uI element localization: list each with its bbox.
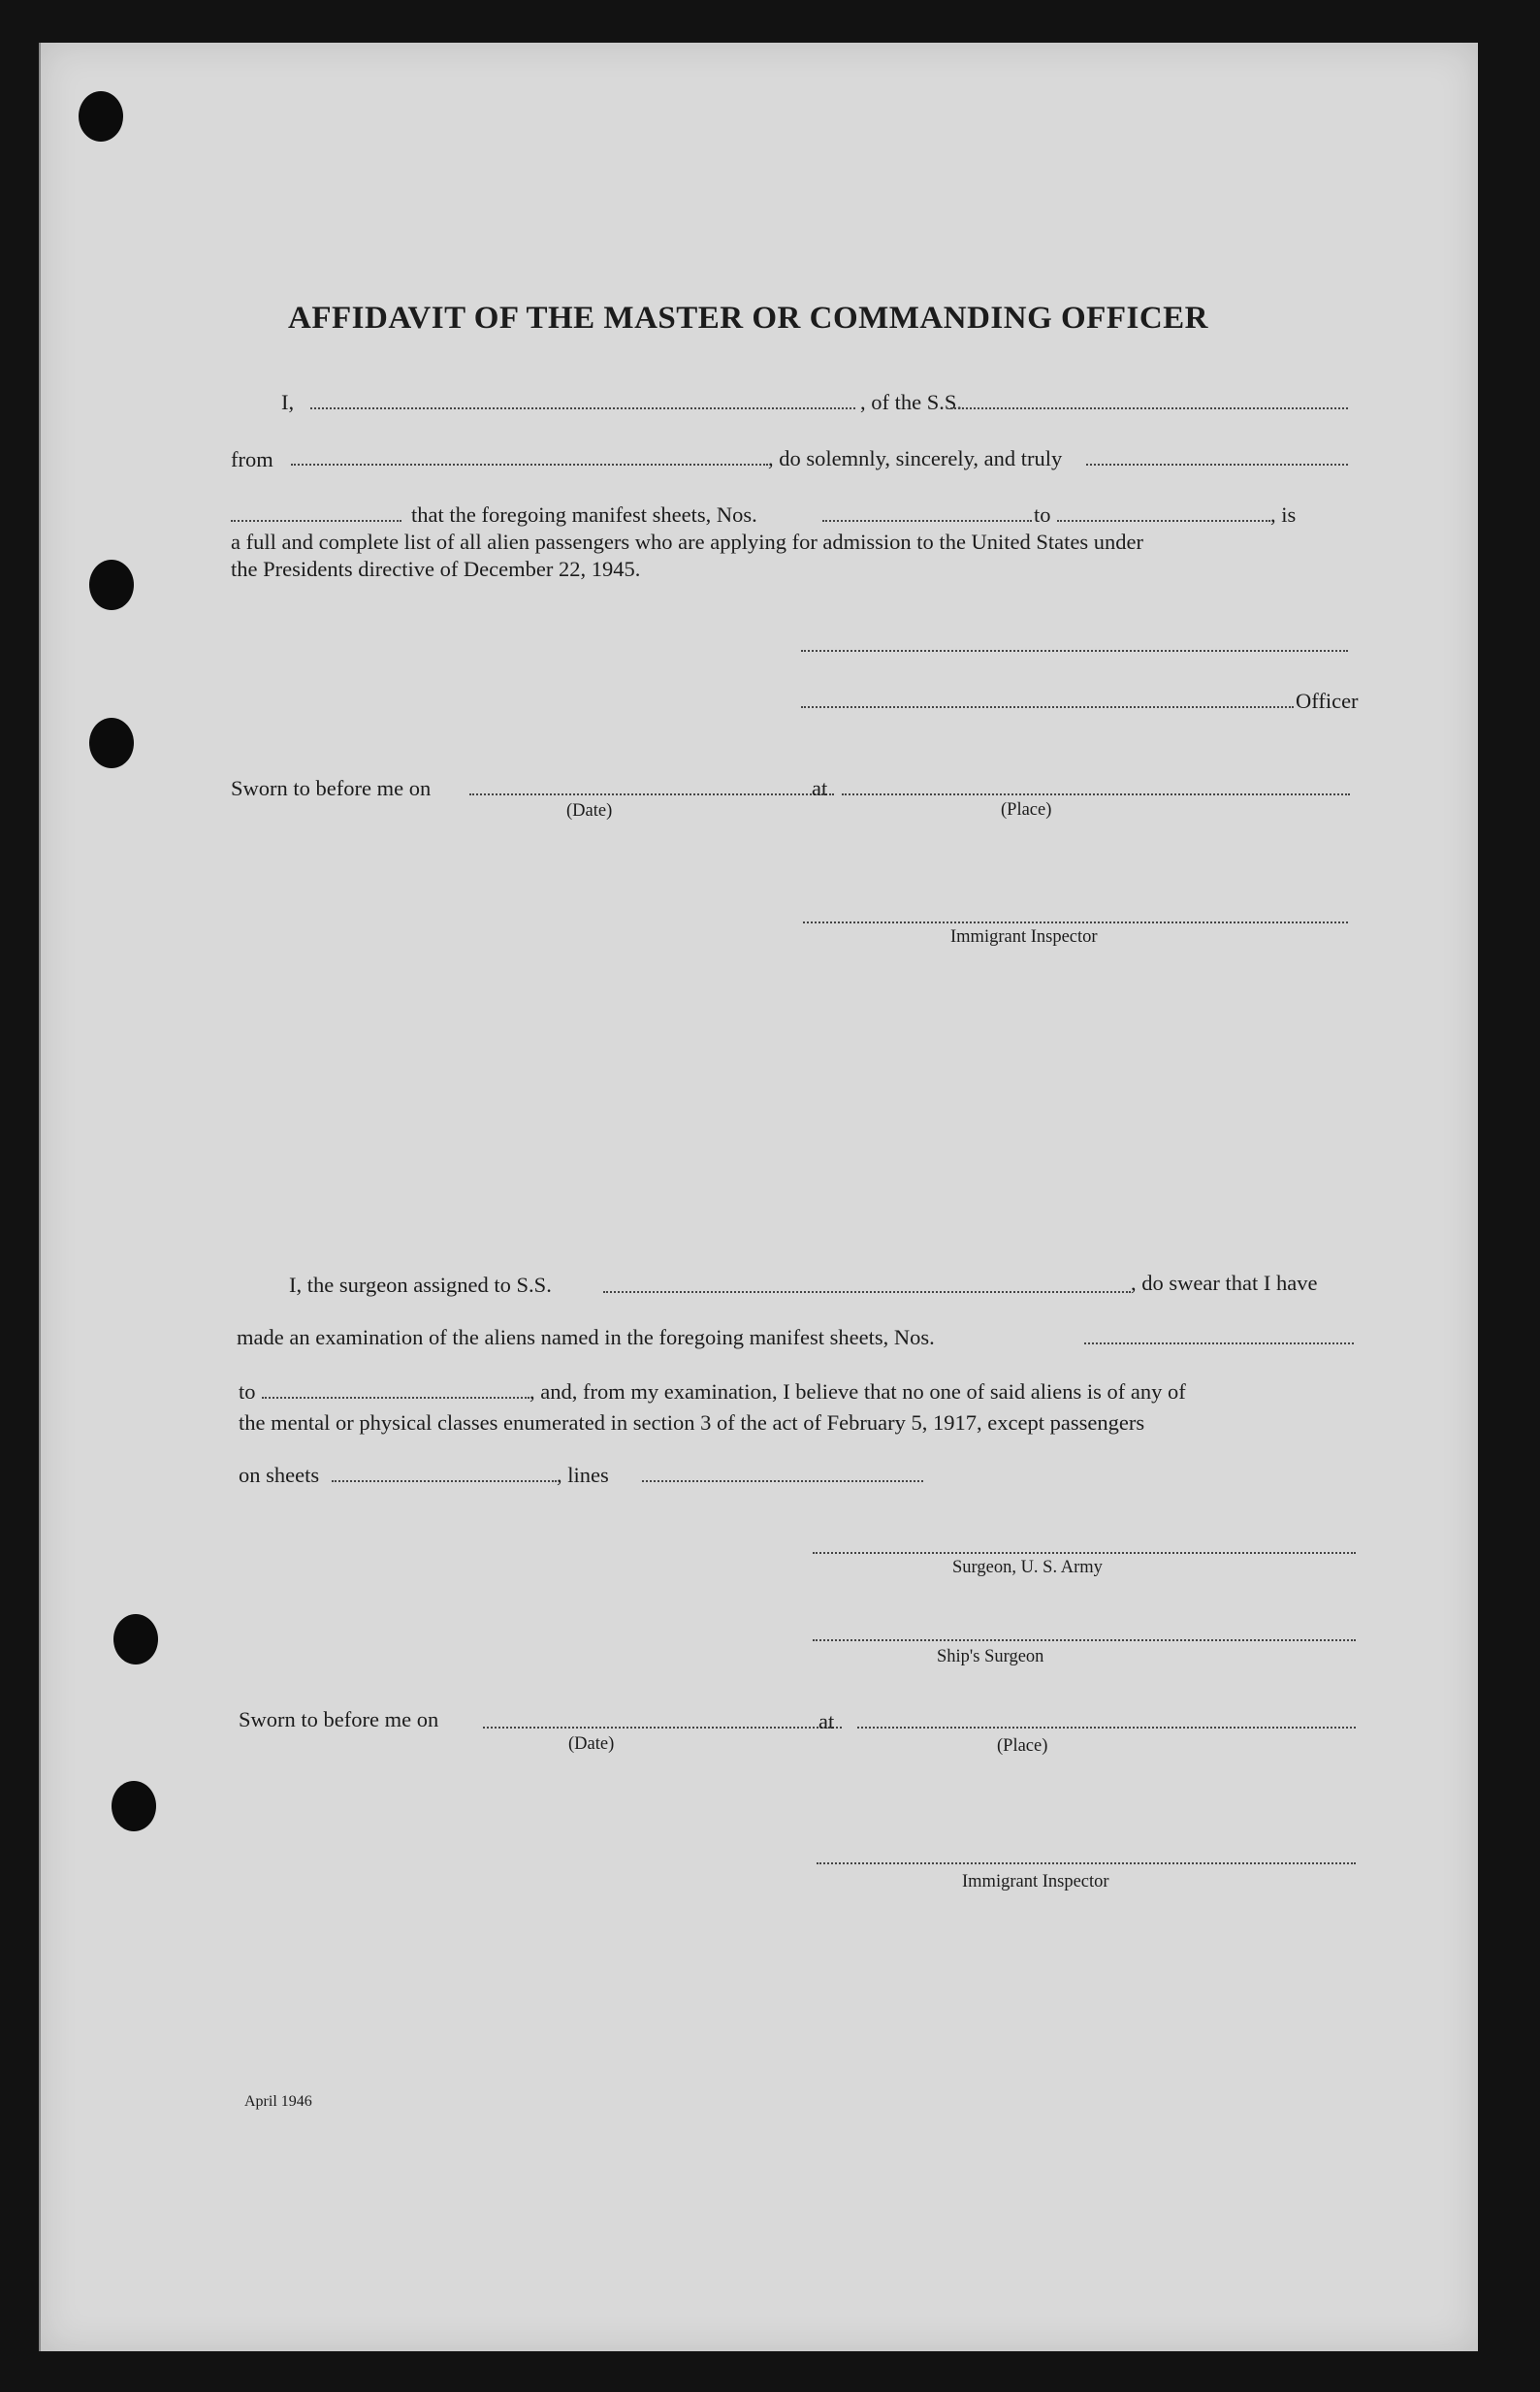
surgeon-to-label: to (239, 1379, 256, 1404)
surgeon-sworn-date-field[interactable] (483, 1727, 842, 1729)
punch-hole (89, 560, 134, 610)
master-oath-field[interactable] (1086, 464, 1348, 466)
form-date-footer: April 1946 (244, 2093, 312, 2110)
officer-label: Officer (1296, 689, 1359, 713)
master-place-caption: (Place) (1001, 800, 1052, 820)
form-page (39, 43, 1478, 2351)
master-statement-line: the Presidents directive of December 22, 1945. (231, 557, 641, 581)
master-sworn-place-field[interactable] (842, 793, 1350, 795)
master-swear-field[interactable] (231, 520, 401, 522)
master-ship-name-field[interactable] (950, 407, 1348, 409)
master-officer-field[interactable] (801, 706, 1294, 708)
master-from-field[interactable] (291, 464, 768, 466)
master-sworn-date-field[interactable] (469, 793, 834, 795)
surgeon-ship-field[interactable] (603, 1291, 1131, 1293)
surgeon-sworn-label: Sworn to before me on (239, 1707, 439, 1731)
master-of-ss-label: , of the S.S. (860, 390, 963, 414)
master-to-label: to (1034, 502, 1051, 527)
surgeon-except-lines-field[interactable] (642, 1480, 923, 1482)
surgeon-classes-line: the mental or physical classes enumerated in section 3 of the act of February 5, 1917, except passengers (239, 1410, 1145, 1435)
surgeon-inspector-signature-field[interactable] (817, 1862, 1356, 1864)
master-sheets-from-field[interactable] (822, 520, 1032, 522)
master-inspector-label: Immigrant Inspector (950, 927, 1098, 947)
master-date-caption: (Date) (566, 801, 613, 821)
master-sworn-label: Sworn to before me on (231, 776, 432, 800)
surgeon-except-sheets-field[interactable] (332, 1480, 557, 1482)
surgeon-lines-label: , lines (557, 1463, 609, 1487)
master-from-label: from (231, 447, 273, 471)
punch-hole (89, 718, 134, 768)
master-sheets-to-field[interactable] (1057, 520, 1270, 522)
ship-surgeon-label: Ship's Surgeon (937, 1647, 1044, 1666)
master-solemnly-label: , do solemnly, sincerely, and truly (768, 446, 1063, 470)
surgeon-place-caption: (Place) (997, 1736, 1048, 1756)
surgeon-sheets-to-field[interactable] (262, 1397, 529, 1399)
master-name-field[interactable] (310, 407, 855, 409)
surgeon-sworn-place-field[interactable] (857, 1727, 1356, 1729)
master-that-label: that the foregoing manifest sheets, Nos. (411, 502, 757, 527)
ship-surgeon-signature-field[interactable] (813, 1639, 1356, 1641)
master-is-label: , is (1270, 502, 1297, 527)
punch-hole (79, 91, 123, 142)
master-statement-line: a full and complete list of all alien passengers who are applying for admission to the United States under (231, 530, 1144, 554)
surgeon-inspector-label: Immigrant Inspector (962, 1872, 1109, 1891)
master-at-label: at (812, 776, 828, 800)
punch-hole (112, 1781, 156, 1831)
surgeon-at-label: at (818, 1709, 835, 1733)
surgeon-army-signature-field[interactable] (813, 1552, 1356, 1554)
master-inspector-signature-field[interactable] (803, 921, 1348, 923)
master-signature-field[interactable] (801, 650, 1348, 652)
surgeon-sheets-from-field[interactable] (1084, 1342, 1354, 1344)
master-i-label: I, (281, 390, 295, 414)
surgeon-assigned-label: I, the surgeon assigned to S.S. (289, 1273, 552, 1297)
surgeon-army-label: Surgeon, U. S. Army (952, 1558, 1103, 1577)
surgeon-swear-label: , do swear that I have (1131, 1271, 1318, 1295)
form-title: AFFIDAVIT OF THE MASTER OR COMMANDING OFFICER (288, 301, 1208, 336)
surgeon-examination-line: made an examination of the aliens named in the foregoing manifest sheets, Nos. (237, 1325, 935, 1349)
surgeon-sheets-label: on sheets (239, 1463, 320, 1487)
surgeon-date-caption: (Date) (568, 1734, 615, 1754)
surgeon-belief-line: , and, from my examination, I believe that no one of said aliens is of any of (529, 1379, 1186, 1404)
punch-hole (113, 1614, 158, 1665)
